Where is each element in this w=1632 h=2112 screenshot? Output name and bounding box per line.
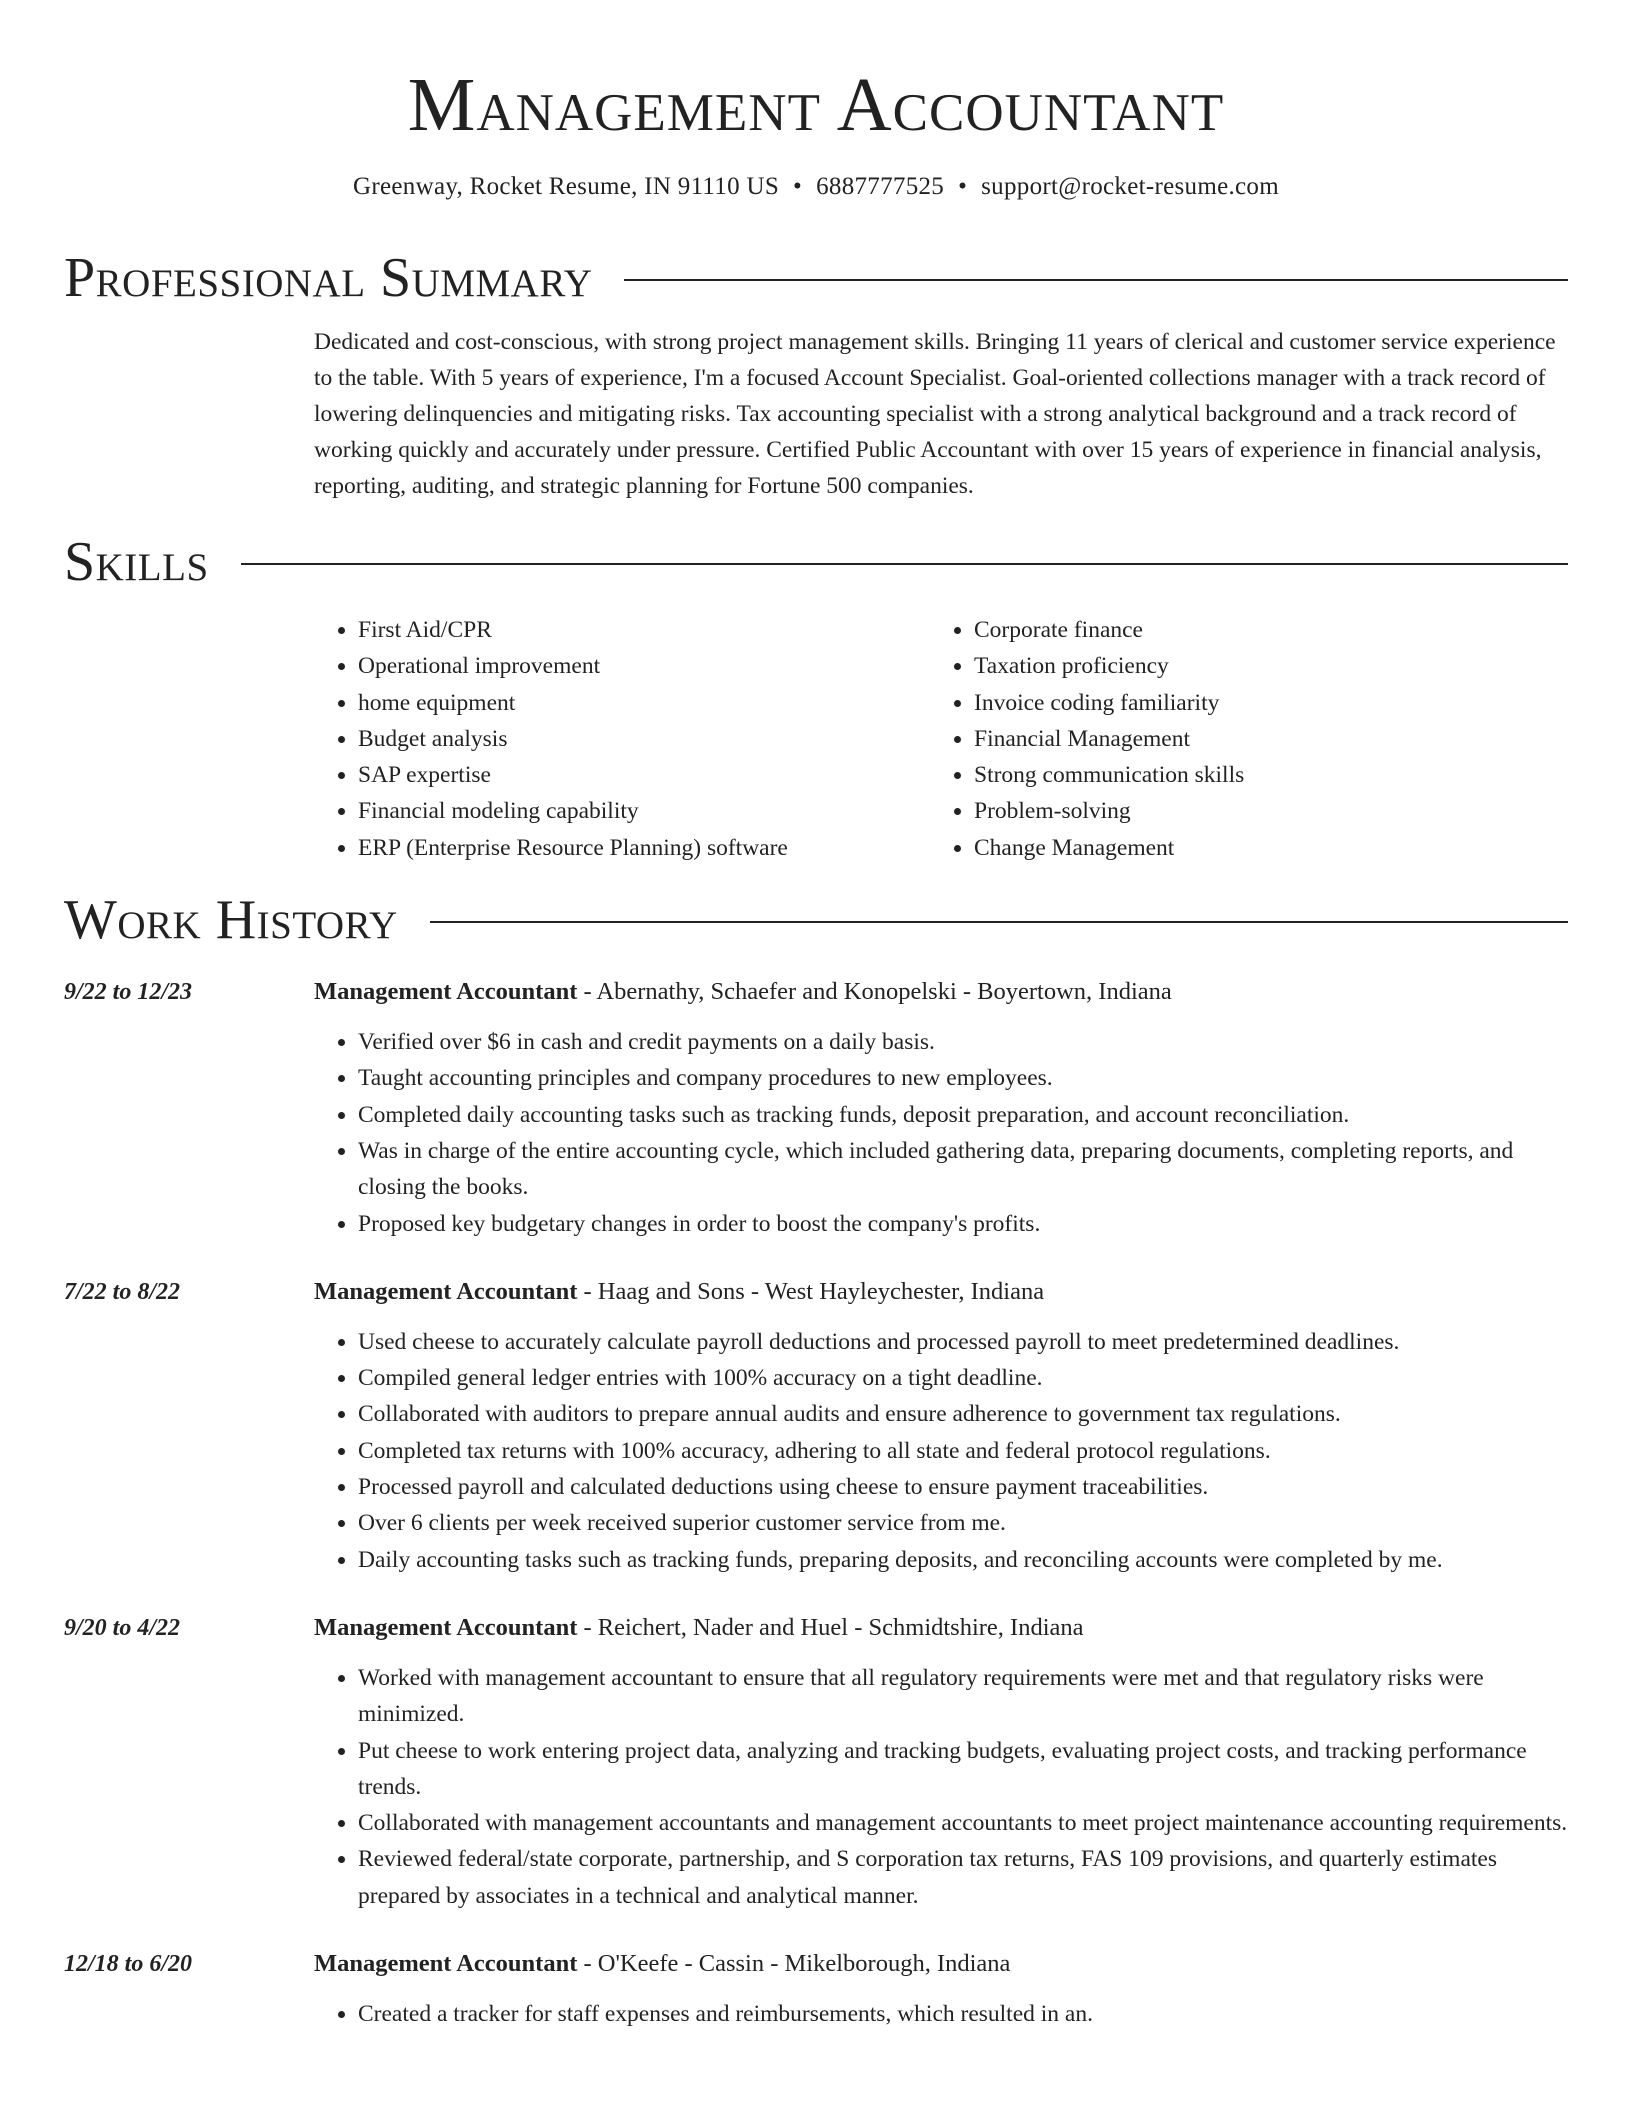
job-title: Management Accountant — [314, 1277, 578, 1305]
contact-email: support@rocket-resume.com — [981, 173, 1279, 200]
resume-page — [64, 0, 1568, 2032]
job-bullet: • Put cheese to work entering project data, analyzing and tracking budgets, evaluating project costs, and tracking performance trends. — [358, 1733, 1568, 1806]
job-title-line — [314, 1946, 1568, 1982]
skills-column-left — [314, 612, 930, 866]
job-body — [314, 1610, 1568, 1914]
candidate-name: Management Accountant — [407, 63, 1225, 147]
job-body — [314, 1946, 1568, 2032]
job-dates: 9/22 to 12/23 — [64, 979, 193, 1006]
job-title-line — [314, 1274, 1568, 1310]
job-dates: 7/22 to 8/22 — [64, 1278, 181, 1305]
section-divider — [241, 563, 1568, 565]
skill-item: • First Aid/CPR — [358, 612, 930, 648]
job-company-location: - O'Keefe - Cassin - Mikelborough, Indiana — [577, 1950, 1011, 1978]
job-bullet: • Daily accounting tasks such as tracking funds, preparing deposits, and reconciling accounts were completed by me. — [358, 1542, 1568, 1578]
job-bullet: • Worked with management accountant to ensure that all regulatory requirements were met and that regulatory risks were minimized. — [358, 1660, 1568, 1733]
contact-separator: • — [958, 173, 968, 200]
skill-item: • SAP expertise — [358, 757, 930, 793]
skill-item: • Corporate finance — [974, 612, 1244, 648]
job-entry — [64, 1274, 1568, 1578]
job-body — [314, 974, 1568, 1242]
job-bullet: • Proposed key budgetary changes in order to boost the company's profits. — [358, 1206, 1568, 1242]
job-bullet: • Was in charge of the entire accounting cycle, which included gathering data, preparing documents, completing reports, and closing the books. — [358, 1133, 1568, 1206]
contact-phone: 6887777525 — [816, 173, 945, 200]
job-bullets — [314, 1324, 1568, 1578]
job-company-location: - Reichert, Nader and Huel - Schmidtshire, Indiana — [577, 1613, 1084, 1641]
work-heading: Work History — [64, 889, 398, 952]
job-bullets — [314, 1024, 1568, 1242]
section-divider — [430, 921, 1568, 923]
job-bullet: • Completed tax returns with 100% accuracy, adhering to all state and federal protocol regulations. — [358, 1433, 1568, 1469]
summary-section-header — [64, 246, 1568, 310]
job-bullet: • Collaborated with management accountants and management accountants to meet project maintenance accounting requirements. — [358, 1805, 1568, 1841]
job-entry — [64, 1946, 1568, 2032]
skill-item: • Problem-solving — [974, 793, 1244, 829]
summary-text: Dedicated and cost-conscious, with strong project management skills. Bringing 11 years of clerical and customer service experience to the table. With 5 years of experience, I'm a focused Account Specialist. Goal-oriented collections manager with a track record of lowering delinquencies and mitigating risks. Tax accounting specialist with a strong analytical background and a track record of working quickly and accurately under pressure. Certified Public Accountant with over 15 years of experience in financial analysis, reporting, auditing, and strategic planning for Fortune 500 companies. — [314, 329, 1556, 499]
work-section-header — [64, 888, 1568, 952]
job-body — [314, 1274, 1568, 1578]
job-title-line — [314, 974, 1568, 1010]
job-bullet: • Reviewed federal/state corporate, partnership, and S corporation tax returns, FAS 109 provisions, and quarterly estimates prepared by associates in a technical and analytical manner. — [358, 1841, 1568, 1914]
job-title-line — [314, 1610, 1568, 1646]
job-dates: 9/20 to 4/22 — [64, 1614, 181, 1641]
job-bullets — [314, 1660, 1568, 1914]
skill-item: • Invoice coding familiarity — [974, 685, 1244, 721]
job-bullet: • Taught accounting principles and company procedures to new employees. — [358, 1060, 1568, 1096]
skill-item: • Change Management — [974, 830, 1244, 866]
job-entry — [64, 1610, 1568, 1914]
skills-heading: Skills — [64, 531, 209, 593]
skills-list — [314, 612, 1568, 866]
contact-separator: • — [793, 173, 803, 200]
job-bullet: • Collaborated with auditors to prepare annual audits and ensure adherence to government tax regulations. — [358, 1396, 1568, 1432]
skills-section-header — [64, 530, 1568, 594]
skill-item: • Taxation proficiency — [974, 648, 1244, 684]
work-history-list — [64, 974, 1568, 2032]
job-bullet: • Used cheese to accurately calculate payroll deductions and processed payroll to meet predetermined deadlines. — [358, 1324, 1568, 1360]
skill-item: • Operational improvement — [358, 648, 930, 684]
skill-item: • home equipment — [358, 685, 930, 721]
job-title: Management Accountant — [314, 978, 578, 1006]
skill-item: • Budget analysis — [358, 721, 930, 757]
job-title: Management Accountant — [314, 1950, 578, 1978]
job-company-location: - Haag and Sons - West Hayleychester, Indiana — [577, 1277, 1045, 1305]
job-bullet: • Processed payroll and calculated deductions using cheese to ensure payment traceabilities. — [358, 1469, 1568, 1505]
job-dates: 12/18 to 6/20 — [64, 1951, 193, 1978]
section-divider — [624, 279, 1568, 281]
contact-address: Greenway, Rocket Resume, IN 91110 US — [353, 173, 780, 200]
job-bullet: • Completed daily accounting tasks such as tracking funds, deposit preparation, and account reconciliation. — [358, 1097, 1568, 1133]
job-bullet: • Created a tracker for staff expenses and reimbursements, which resulted in an. — [358, 1996, 1568, 2032]
skill-item: • ERP (Enterprise Resource Planning) software — [358, 830, 930, 866]
job-bullets — [314, 1996, 1568, 2032]
job-company-location: - Abernathy, Schaefer and Konopelski - Boyertown, Indiana — [577, 978, 1172, 1006]
skill-item: • Strong communication skills — [974, 757, 1244, 793]
summary-heading: Professional Summary — [64, 247, 593, 309]
skills-column-right — [930, 612, 1244, 866]
contact-line — [64, 170, 1568, 204]
job-bullet: • Compiled general ledger entries with 100% accuracy on a tight deadline. — [358, 1360, 1568, 1396]
job-title: Management Accountant — [314, 1613, 578, 1641]
skill-item: • Financial modeling capability — [358, 793, 930, 829]
job-bullet: • Verified over $6 in cash and credit payments on a daily basis. — [358, 1024, 1568, 1060]
job-bullet: • Over 6 clients per week received superior customer service from me. — [358, 1505, 1568, 1541]
job-entry — [64, 974, 1568, 1242]
skill-item: • Financial Management — [974, 721, 1244, 757]
